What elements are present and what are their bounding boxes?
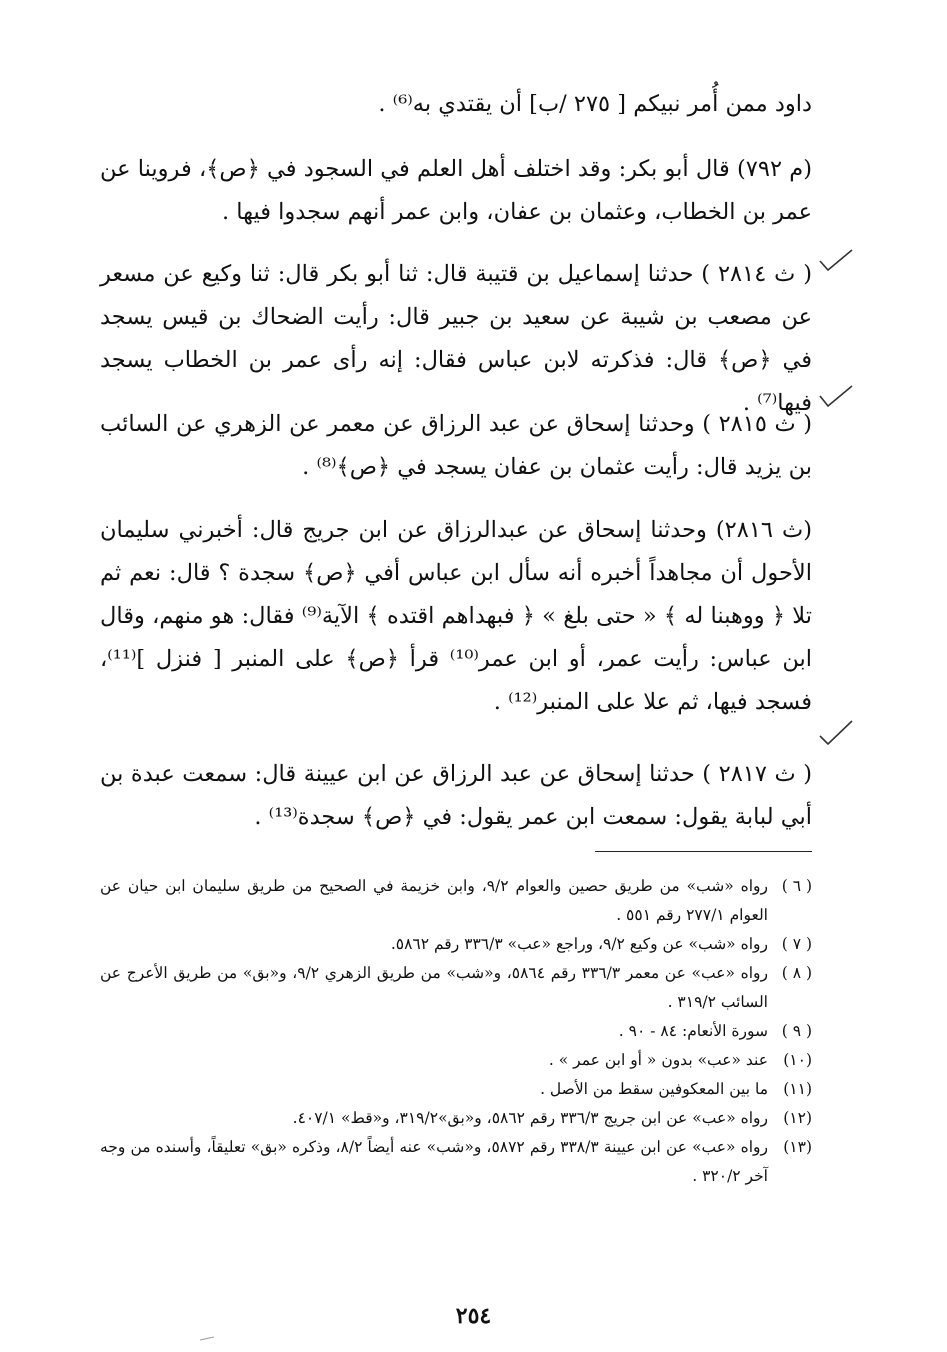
paragraph-athar-2817: ( ث ٢٨١٧ ) حدثنا إسحاق عن عبد الرزاق عن ابن عيينة قال: سمعت عبدة بن أبي لبابة يقول: سمعت ابن عمر يقول: في ﴿ص﴾ سجدة⁽¹³⁾ . (100, 760, 812, 830)
footnote-text: رواه «عب» عن ابن عيينة ٣٣٨/٣ رقم ٥٨٧٢، و«شب» عنه أيضاً ٨/٢، وذكره «بق» تعليقاً، وأسنده من وجه آخر ٣٢٠/٢ . (100, 1138, 768, 1185)
paragraph-masala-792: (م ٧٩٢) قال أبو بكر: وقد اختلف أهل العلم في السجود في ﴿ص﴾، فروينا عن عمر بن الخطاب، وعثمان بن عفان، وابن عمر أنهم سجدوا فيها . (100, 155, 812, 225)
footnote-number: ( ٨ ) (781, 964, 812, 982)
footnote (100, 872, 812, 930)
footnote-number: (١٠) (783, 1051, 812, 1069)
paragraph-athar-2816: (ث ٢٨١٦) وحدثنا إسحاق عن عبدالرزاق عن ابن جريج قال: أخبرني سليمان الأحول أن مجاهداً أخبره أنه سأل ابن عباس أفي ﴿ص﴾ سجدة ؟ قال: نعم ثم تلا ﴿ ووهبنا له ﴾ « حتى بلغ » ﴿ فبهداهم اقتده ﴾ الآية⁽⁹⁾ فقال: هو منهم، وقال ابن عباس: رأيت عمر، أو ابن عمر⁽¹⁰⁾ قرأ ﴿ص﴾ على المنبر [ فنزل ]⁽¹¹⁾، فسجد فيها، ثم علا على المنبر⁽¹²⁾ . (100, 516, 812, 715)
footnotes (100, 872, 812, 1191)
footnote-number: ( ٦ ) (781, 877, 812, 895)
footnote-separator (595, 851, 812, 852)
paragraph-athar-2815: ( ث ٢٨١٥ ) وحدثنا إسحاق عن عبد الرزاق عن معمر عن الزهري عن السائب بن يزيد قال: رأيت عثمان بن عفان يسجد في ﴿ص﴾⁽⁸⁾ . (100, 410, 813, 480)
checkmark-icon (818, 384, 854, 410)
paragraph-athar-2814: ( ث ٢٨١٤ ) حدثنا إسماعيل بن قتيبة قال: ثنا أبو بكر قال: ثنا وكيع عن مسعر عن مصعب بن شيبة عن سعيد بن جبير قال: رأيت الضحاك بن قيس يسجد في ﴿ص﴾ قال: فذكرته لابن عباس فقال: إنه رأى عمر بن الخطاب يسجد فيها⁽⁷⁾ . (100, 260, 812, 416)
footnote (100, 959, 812, 1017)
footnote (100, 1075, 812, 1104)
footnote-number: (١٢) (783, 1109, 812, 1127)
footnote-text: عند «عب» بدون « أو ابن عمر » . (548, 1051, 768, 1069)
footnote-text: سورة الأنعام: ٨٤ - ٩٠ . (618, 1022, 768, 1040)
scan-mark (200, 1337, 214, 1341)
footnote (100, 1133, 812, 1191)
page-number: ٢٥٤ (455, 1303, 492, 1329)
footnote (100, 930, 812, 959)
footnote-text: رواه «شب» من طريق حصين والعوام ٩/٢، وابن خزيمة في الصحيح من طريق سليمان ابن حيان عن العوام ٢٧٧/١ رقم ٥٥١ . (100, 877, 769, 924)
paragraph-continuation: داود ممن أُمر نبيكم [ ٢٧٥ /ب] أن يقتدي به⁽⁶⁾ . (378, 90, 812, 117)
footnote-text: رواه «عب» عن ابن جريج ٣٣٦/٣ رقم ٥٨٦٢، و«بق»٣١٩/٢، و«قط» ٤٠٧/١. (292, 1109, 768, 1127)
footnote (100, 1017, 812, 1046)
footnote-text: رواه «شب» عن وكيع ٩/٢، وراجع «عب» ٣٣٦/٣ رقم ٥٨٦٢. (390, 935, 768, 953)
checkmark-icon (818, 246, 854, 272)
footnote (100, 1046, 812, 1075)
checkmark-icon (818, 720, 854, 746)
footnote-number: (١١) (783, 1080, 812, 1098)
footnote-number: (١٣) (783, 1138, 812, 1156)
footnote-number: ( ٩ ) (781, 1022, 812, 1040)
footnote (100, 1104, 812, 1133)
footnote-number: ( ٧ ) (781, 935, 812, 953)
footnote-text: ما بين المعكوفين سقط من الأصل . (540, 1080, 768, 1098)
footnote-text: رواه «عب» عن معمر ٣٣٦/٣ رقم ٥٨٦٤، و«شب» من طريق الزهري ٩/٢، و«بق» من طريق الأعرج عن السائب ٣١٩/٢ . (100, 964, 768, 1011)
